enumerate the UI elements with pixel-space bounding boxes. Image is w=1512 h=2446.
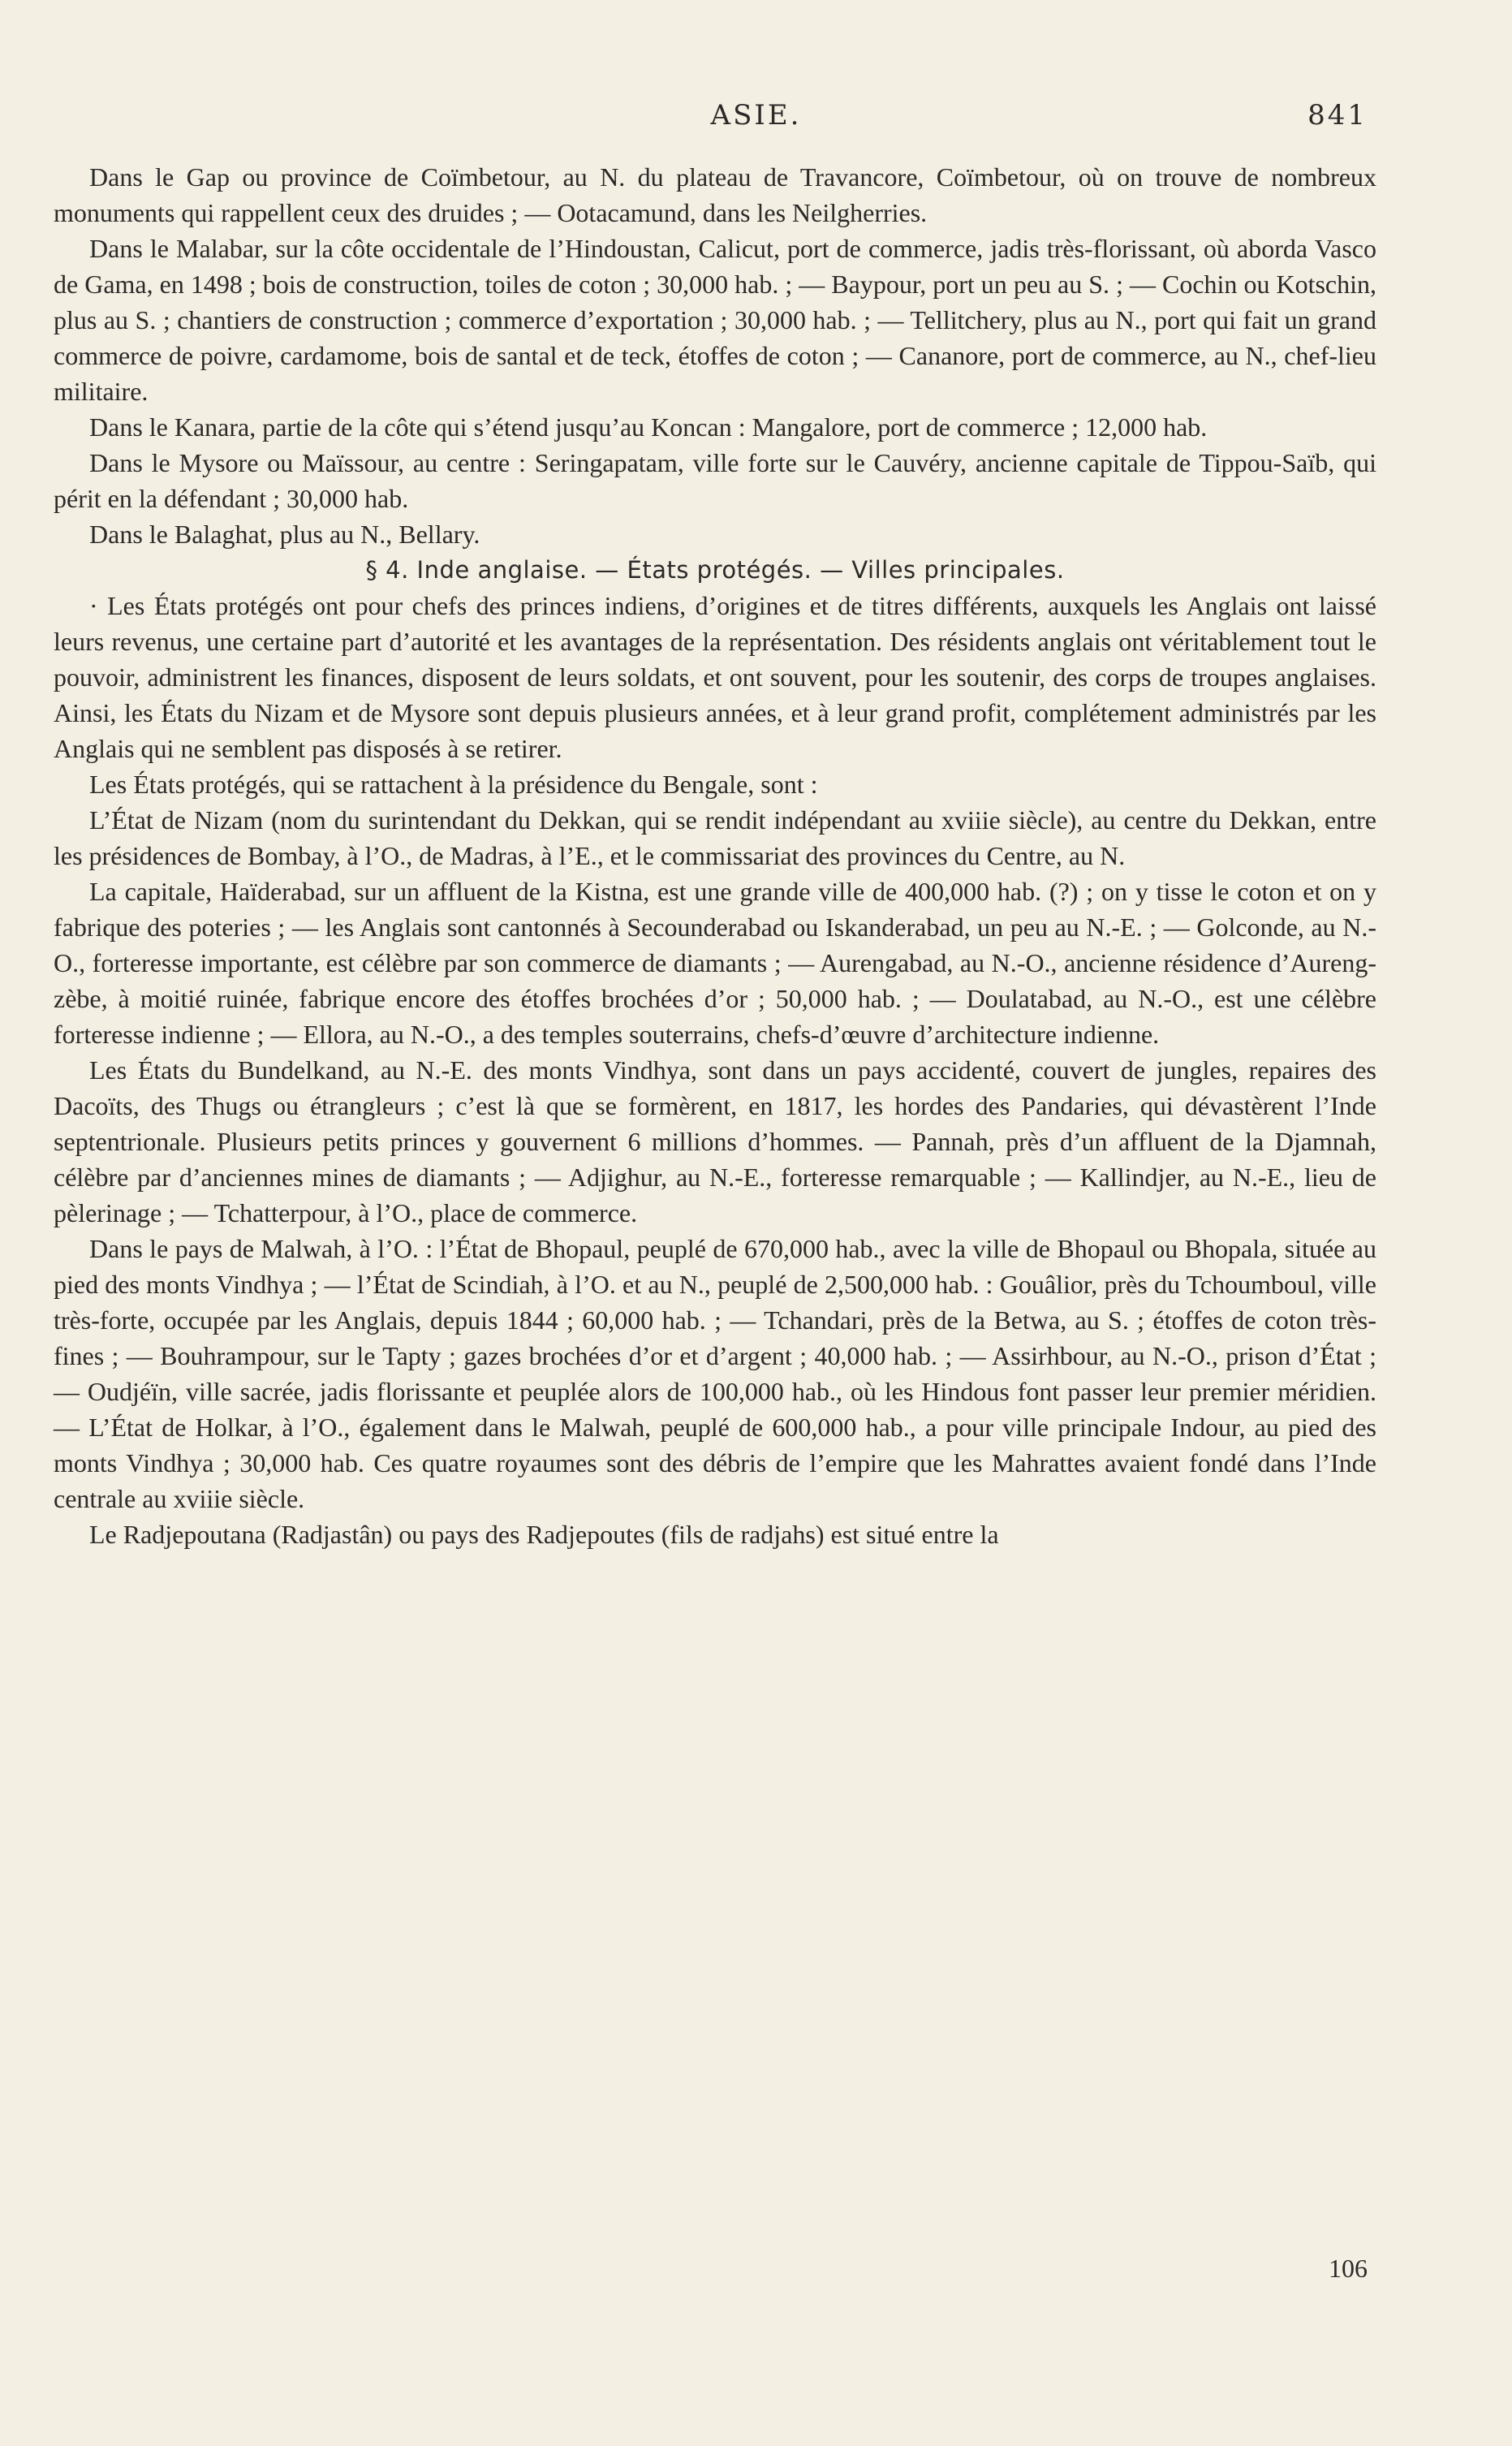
page-number: 841 xyxy=(1307,99,1368,132)
paragraph: Les États du Bundelkand, au N.-E. des monts Vindhya, sont dans un pays accidenté, couvert de jungles, repaires des Dacoïts, des Thugs ou étrangleurs ; c’est là que se formèrent, en 1817, les hordes des Pandaries, qui dévastèrent l’Inde septentrionale. Plusieurs petits princes y gouvernent 6 millions d’hommes. — Pannah, près d’un affluent de la Djamnah, célèbre par d’anciennes mines de diamants ; — Adjighur, au N.-E., forteresse remarquable ; — Kallindjer, au N.-E., lieu de pèlerinage ; — Tchatterpour, à l’O., place de commerce. xyxy=(54,1055,1376,1227)
paragraph: Dans le Mysore ou Maïssour, au centre : Seringapatam, ville forte sur le Cauvéry, ancienne capitale de Tippou-Saïb, qui périt en la défendant ; 30,000 hab. xyxy=(54,448,1376,513)
paragraph: Dans le Malabar, sur la côte occidentale de l’Hindoustan, Calicut, port de commerce, jadis très-florissant, où aborda Vasco de Gama, en 1498 ; bois de construction, toiles de coton ; 30,000 hab. ; — Baypour, port un peu au S. ; — Cochin ou Kotschin, plus au S. ; chantiers de construction ; commerce d’exportation ; 30,000 hab. ; — Tellitchery, plus au N., port qui fait un grand commerce de poivre, cardamome, bois de santal et de teck, étoffes de coton ; — Cananore, port de commerce, au N., chef-lieu militaire. xyxy=(54,234,1376,406)
paragraph: L’État de Nizam (nom du surintendant du Dekkan, qui se rendit indépendant au xviiie siècle), au centre du Dekkan, entre les présidences de Bombay, à l’O., de Madras, à l’E., et le commissariat des provinces du Centre, au N. xyxy=(54,805,1376,870)
paragraph: Dans le Kanara, partie de la côte qui s’étend jusqu’au Koncan : Mangalore, port de commerce ; 12,000 hab. xyxy=(89,412,1208,442)
running-head xyxy=(0,91,1512,140)
body-text xyxy=(54,159,1376,1552)
paragraph: Dans le Gap ou province de Coïmbetour, au N. du plateau de Travancore, Coïmbetour, où on trouve de nombreux monuments qui rappellent ceux des druides ; — Ootacamund, dans les Neilgherries. xyxy=(54,162,1376,227)
signature-mark: 106 xyxy=(1329,2254,1368,2283)
paragraph: · Les États protégés ont pour chefs des princes indiens, d’origines et de titres différents, auxquels les Anglais ont laissé leurs revenus, une certaine part d’autorité et les avantages de la représentation. Des résidents anglais ont véritablement tout le pouvoir, administrent les finances, disposent de leurs soldats, et ont souvent, pour les soutenir, des corps de troupes anglaises. Ainsi, les États du Nizam et de Mysore sont depuis plusieurs années, et à leur grand profit, complétement administrés par les Anglais qui ne semblent pas disposés à se retirer. xyxy=(54,591,1376,763)
section-heading: § 4. Inde anglaise. — États protégés. — Villes principales. xyxy=(365,556,1065,584)
paragraph: Dans le Balaghat, plus au N., Bellary. xyxy=(89,520,480,549)
running-title: ASIE. xyxy=(710,99,802,132)
paragraph: La capitale, Haïderabad, sur un affluent de la Kistna, est une grande ville de 400,000 hab. (?) ; on y tisse le coton et on y fabrique des poteries ; — les Anglais sont cantonnés à Secounderabad ou Iskanderabad, un peu au N.-E. ; — Golconde, au N.-O., forteresse importante, est célèbre par son commerce de diamants ; — Aurengabad, au N.-O., ancienne résidence d’Aureng-zèbe, à moitié ruinée, fabrique encore des étoffes brochées d’or ; 50,000 hab. ; — Doulatabad, au N.-O., est une célèbre forteresse indienne ; — Ellora, au N.-O., a des temples souterrains, chefs-d’œuvre d’architecture indienne. xyxy=(54,877,1376,1049)
paragraph: Le Radjepoutana (Radjastân) ou pays des Radjepoutes (fils de radjahs) est situé entre la xyxy=(89,1520,999,1549)
paragraph: Les États protégés, qui se rattachent à la présidence du Bengale, sont : xyxy=(89,770,818,799)
paragraph: Dans le pays de Malwah, à l’O. : l’État de Bhopaul, peuplé de 670,000 hab., avec la ville de Bhopaul ou Bhopala, située au pied des monts Vindhya ; — l’État de Scindiah, à l’O. et au N., peuplé de 2,500,000 hab. : Gouâlior, près du Tchoumboul, ville très-forte, occupée par les Anglais, depuis 1844 ; 60,000 hab. ; — Tchandari, près de la Betwa, au S. ; étoffes de coton très-fines ; — Bouhrampour, sur le Tapty ; gazes brochées d’or et d’argent ; 40,000 hab. ; — Assirhbour, au N.-O., prison d’État ; — Oudjéïn, ville sacrée, jadis florissante et peuplée alors de 100,000 hab., où les Hindous font passer leur premier méridien. — L’État de Holkar, à l’O., également dans le Malwah, peuplé de 600,000 hab., a pour ville principale Indour, au pied des monts Vindhya ; 30,000 hab. Ces quatre royaumes sont des débris de l’empire que les Mahrattes avaient fondé dans l’Inde centrale au xviiie siècle. xyxy=(54,1234,1376,1513)
